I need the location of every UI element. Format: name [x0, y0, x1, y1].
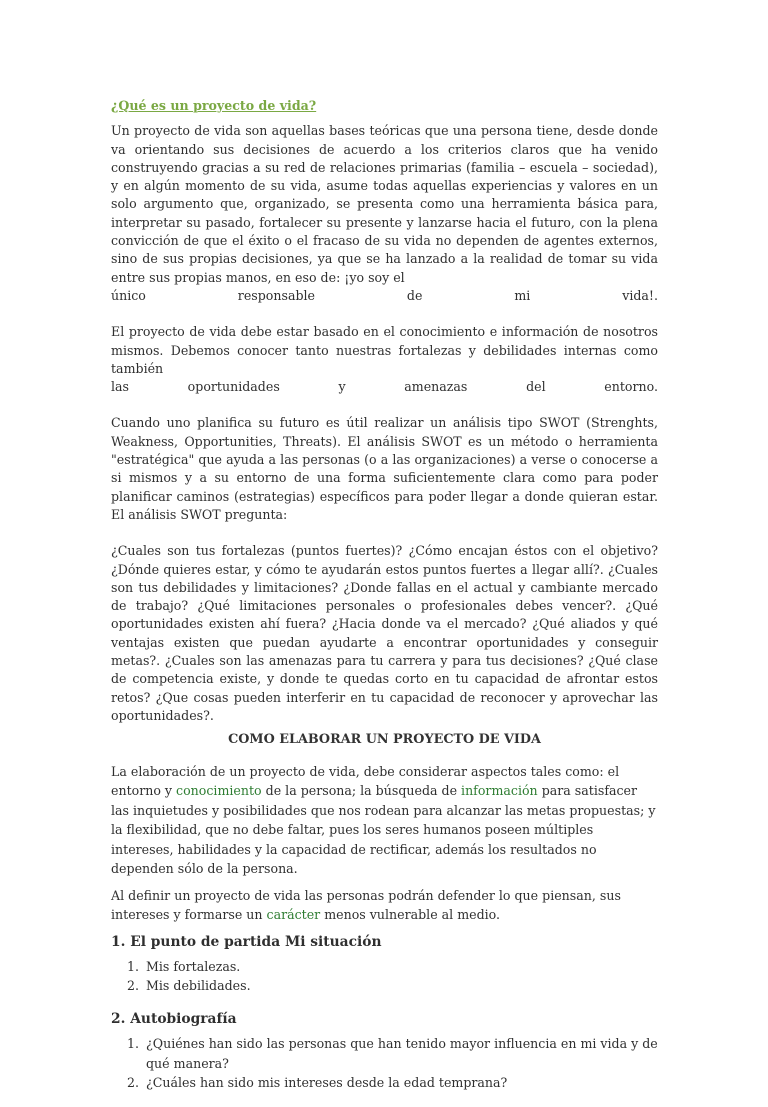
document-page [111, 97, 658, 1107]
list-item: 2. Mis debilidades. [143, 976, 658, 996]
heading-punto-de-partida: 1. El punto de partida Mi situación [111, 933, 382, 950]
link-conocimiento[interactable]: conocimiento [176, 783, 262, 798]
paragraph-swot: Cuando uno planifica su futuro es útil realizar un análisis tipo SWOT (Strenghts, Weakness, Opportunities, Threats). El análisis SWOT es un método o herramienta "estratégica" que ayuda a las personas (o a las organizaciones) a verse o conocerse a si mismos y a su entorno de una forma suficientemente clara como para poder planificar caminos (estrategias) específicos para poder llegar a donde quieran estar. El análisis SWOT pregunta: [111, 415, 658, 522]
paragraph-swot-questions: ¿Cuales son tus fortalezas (puntos fuertes)? ¿Cómo encajan éstos con el objetivo? ¿Dónde quieres estar, y cómo te ayudarán estos puntos fuertes a llegar allí?. ¿Cuales son tus debilidades y limitaciones? ¿Donde fallas en el actual y cambiante mercado de trabajo? ¿Qué limitaciones personales o profesionales debes vencer?. ¿Qué oportunidades existen ahí fuera? ¿Hacia donde va el mercado? ¿Qué aliados y qué ventajas existen que puedan ayudarte a encontrar oportunidades y conseguir metas?. ¿Cuales son las amenazas para tu carrera y para tus decisiones? ¿Qué clase de competencia existe, y donde te quedas corto en tu capacidad de afrontar estos retos? ¿Que cosas pueden interferir en tu capacidad de reconocer y aprovechar las oportunidades?. [111, 543, 658, 723]
list-autobiografia [111, 1034, 658, 1093]
section-title-link[interactable]: ¿Qué es un proyecto de vida? [111, 98, 317, 113]
paragraph-conocimiento: El proyecto de vida debe estar basado en el conocimiento e información de nosotros mismos. Debemos conocer tanto nuestras fortalezas y debilidades internas como también [111, 324, 658, 376]
paragraph-proyecto-definicion-end: único responsable de mi vida!. [111, 287, 658, 303]
paragraph-definir-proyecto: Al definir un proyecto de vida las personas podrán defender lo que piensan, sus intereses y formarse un carácter menos vulnerable al medio. [111, 887, 621, 922]
link-caracter[interactable]: carácter [266, 907, 321, 922]
list-item: 1. ¿Quiénes han sido las personas que han tenido mayor influencia en mi vida y de qué manera? [143, 1034, 658, 1073]
paragraph-elaboracion: La elaboración de un proyecto de vida, debe considerar aspectos tales como: el entorno y conocimiento de la persona; la búsqueda de información para satisfacer las inquietudes y posibilidades que nos rodean para alcanzar las metas propuestas; y la flexibilidad, que no debe faltar, pues los seres humanos poseen múltiples intereses, habilidades y la capacidad de rectificar, además los resultados no dependen sólo de la persona. [111, 763, 656, 876]
link-informacion[interactable]: información [461, 783, 538, 798]
heading-autobiografia: 2. Autobiografía [111, 1010, 237, 1027]
list-situacion [111, 957, 658, 996]
paragraph-proyecto-definicion: Un proyecto de vida son aquellas bases teóricas que una persona tiene, desde donde va orientando sus decisiones de acuerdo a los criterios claros que ha venido construyendo gracias a su red de relaciones primarias (familia – escuela – sociedad), y en algún momento de su vida, asume todas aquellas experiencias y valores en un solo argumento que, organizado, se presenta como una herramienta básica para, interpretar su pasado, fortalecer su presente y lanzarse hacia el futuro, con la plena convicción de que el éxito o el fracaso de su vida no dependen de agentes externos, sino de sus propias decisiones, ya que se ha lanzado a la realidad de tomar su vida entre sus propias manos, en eso de: ¡yo soy el [111, 123, 658, 285]
paragraph-conocimiento-end: las oportunidades y amenazas del entorno. [111, 379, 658, 395]
list-item: 1. Mis fortalezas. [143, 957, 658, 977]
list-item: 2. ¿Cuáles han sido mis intereses desde la edad temprana? [143, 1073, 658, 1093]
heading-como-elaborar: COMO ELABORAR UN PROYECTO DE VIDA [228, 732, 541, 748]
